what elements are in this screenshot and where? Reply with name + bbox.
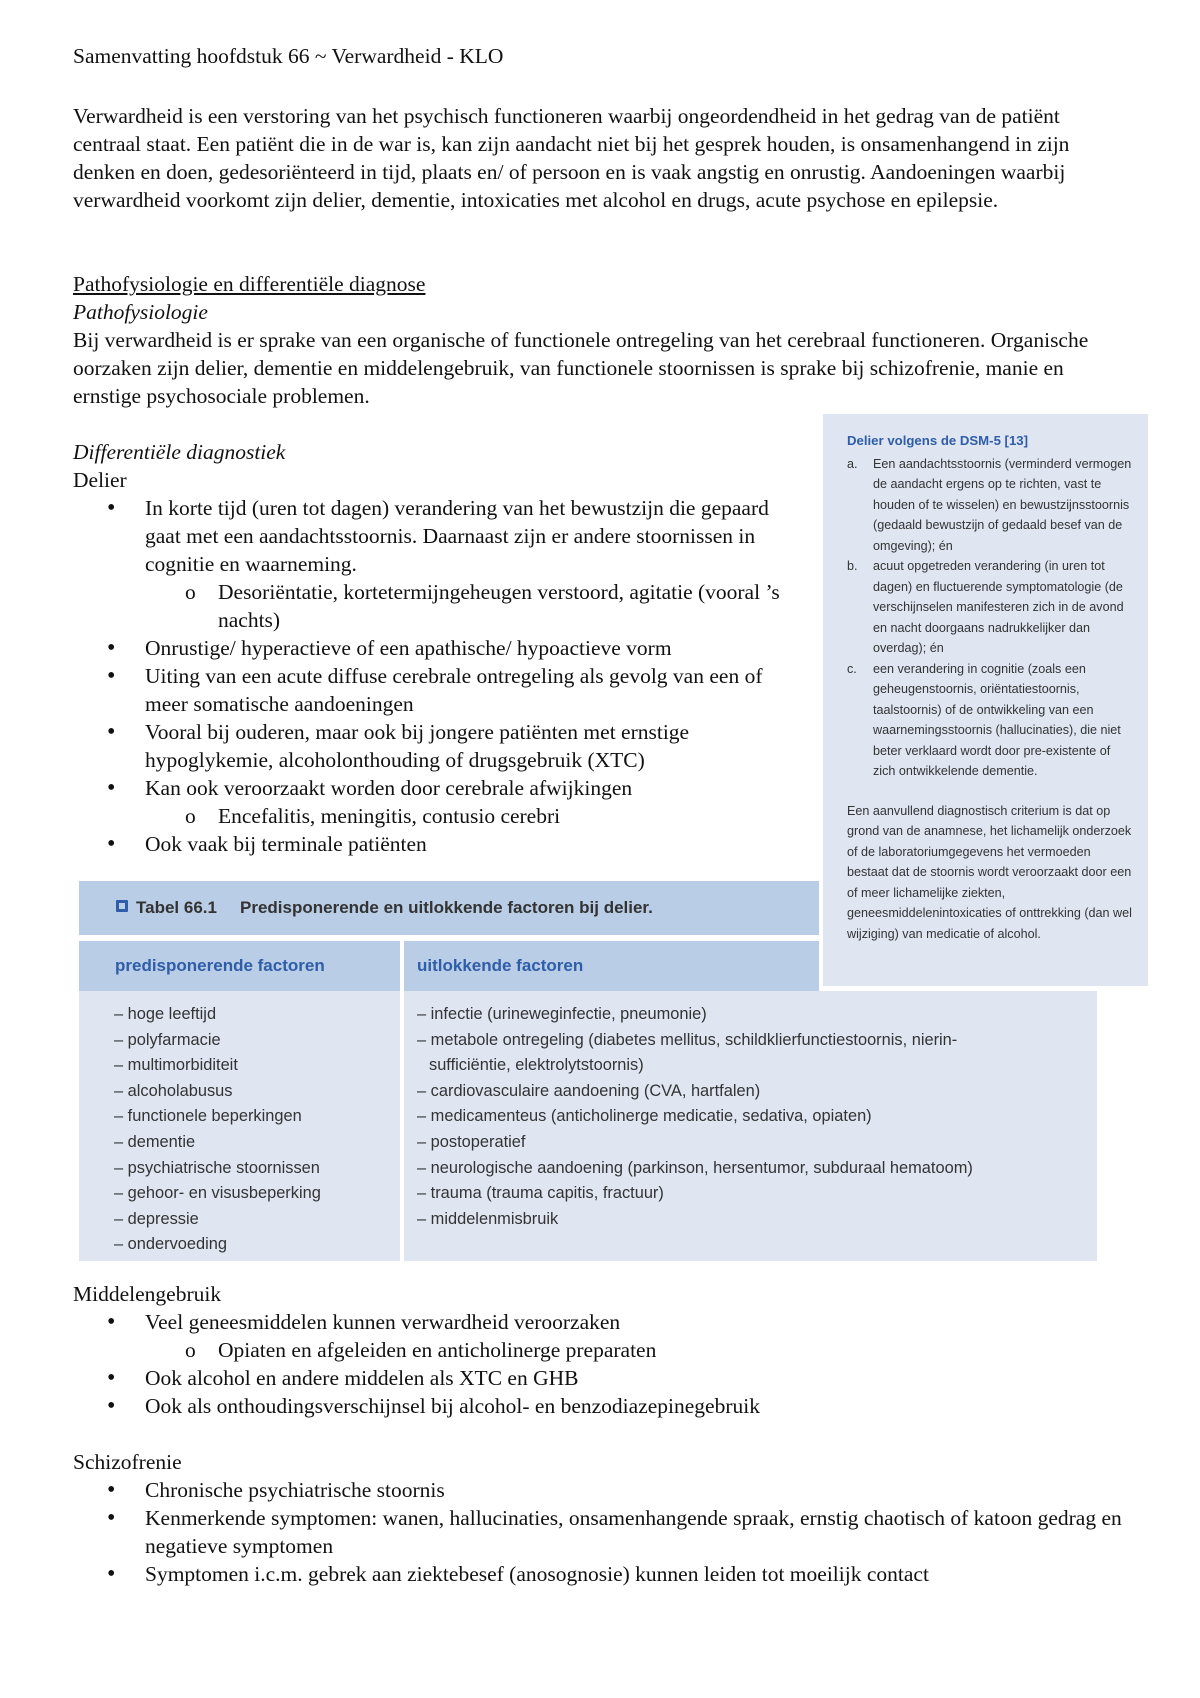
- table-column-predisponerend: [79, 991, 400, 1261]
- table-square-icon: [116, 900, 128, 912]
- middelen-list: [73, 1308, 1133, 1420]
- subheading-differentiele-diagnostiek: Differentiële diagnostiek: [73, 440, 286, 464]
- list-item: • Ook als onthoudingsverschijnsel bij alcohol- en benzodiazepinegebruik: [73, 1392, 1133, 1420]
- schizofrenie-heading: Schizofrenie: [73, 1450, 182, 1474]
- middelengebruik-heading: Middelengebruik: [73, 1282, 222, 1306]
- list-item: • Kan ook veroorzaakt worden door cerebrale afwijkingen: [73, 774, 793, 802]
- list-item: • In korte tijd (uren tot dagen) verandering van het bewustzijn die gepaard gaat met een aandachtsstoornis. Daarnaast zijn er andere stoornissen in cognitie en waarneming.: [73, 494, 793, 578]
- table-cell: – multimorbiditeit: [114, 1056, 238, 1075]
- list-item: • Veel geneesmiddelen kunnen verwardheid veroorzaken: [73, 1308, 1133, 1336]
- table-cell: – ondervoeding: [114, 1235, 228, 1254]
- table-cell: – metabole ontregeling (diabetes mellitus, schildklierfunctiestoornis, nierin-: [417, 1030, 958, 1049]
- table-cell: – depressie: [114, 1209, 199, 1228]
- table-cell: – middelenmisbruik: [417, 1209, 559, 1228]
- list-item: • Kenmerkende symptomen: wanen, hallucinaties, onsamenhangende spraak, ernstig chaotisch of katoon gedrag en negatieve symptomen: [73, 1504, 1133, 1560]
- list-subitem: o Desoriëntatie, kortetermijngeheugen verstoord, agitatie (vooral ’s nachts): [73, 578, 793, 634]
- table-cell: sufficiëntie, elektrolytstoornis): [429, 1056, 644, 1075]
- table-header-uitlokkend: uitlokkende factoren: [404, 941, 819, 991]
- patho-paragraph: Bij verwardheid is er sprake van een organische of functionele ontregeling van het cerebraal functioneren. Organische oorzaken zijn delier, dementie en middelengebruik, van functionele stoornissen is sprake bij schizofrenie, manie en ernstige psychosociale problemen.: [73, 328, 1089, 408]
- dsm5-box-title: Delier volgens de DSM-5 [13]: [847, 433, 1029, 448]
- list-item: • Symptomen i.c.m. gebrek aan ziektebesef (anosognosie) kunnen leiden tot moeilijk contact: [73, 1560, 1133, 1588]
- table-cell: – polyfarmacie: [114, 1030, 221, 1049]
- table-cell: – postoperatief: [417, 1132, 526, 1151]
- table-cell: – cardiovasculaire aandoening (CVA, hartfalen): [417, 1081, 761, 1100]
- delier-heading: Delier: [73, 468, 127, 492]
- table-cell: – psychiatrische stoornissen: [114, 1158, 320, 1177]
- table-caption-text: Predisponerende en uitlokkende factoren bij delier.: [240, 898, 653, 917]
- dsm5-criterion-a: a. Een aandachtsstoornis (verminderd vermogen de aandacht ergens op te richten, vast te houden of te wisselen) en bewustzijnsstoornis (gedaald bewustzijn of gedaald besef van de omgeving); én: [847, 456, 1132, 553]
- table-cell: – gehoor- en visusbeperking: [114, 1184, 321, 1203]
- table-cell: – alcoholabusus: [114, 1081, 233, 1100]
- table-caption: [79, 881, 819, 935]
- list-item: • Vooral bij ouderen, maar ook bij jongere patiënten met ernstige hypoglykemie, alcoholonthouding of drugsgebruik (XTC): [73, 718, 793, 774]
- table-cell: – dementie: [114, 1132, 196, 1151]
- list-item: • Onrustige/ hyperactieve of een apathische/ hypoactieve vorm: [73, 634, 793, 662]
- delier-list: [73, 494, 793, 858]
- section-heading-patho: Pathofysiologie en differentiële diagnose: [73, 272, 426, 296]
- table-number: Tabel 66.1: [136, 898, 217, 917]
- schizo-list: [73, 1476, 1133, 1588]
- table-cell: – hoge leeftijd: [114, 1005, 217, 1023]
- table-cell: – functionele beperkingen: [114, 1107, 302, 1126]
- table-66-1: [79, 881, 1097, 1261]
- dsm5-criterion-b: b. acuut opgetreden verandering (in uren tot dagen) en fluctuerende symptomatologie (de verschijnselen manifesteren zich in de avond en nacht doorgaans nadrukkelijker dan overdag); én: [847, 559, 1124, 655]
- table-column-uitlokkend: [404, 991, 1097, 1261]
- table-cell: – trauma (trauma capitis, fractuur): [417, 1184, 664, 1203]
- list-item: • Uiting van een acute diffuse cerebrale ontregeling als gevolg van een of meer somatische aandoeningen: [73, 662, 793, 718]
- list-subitem: o Opiaten en afgeleiden en anticholinerge preparaten: [73, 1336, 1133, 1364]
- subheading-pathofysiologie: Pathofysiologie: [73, 300, 208, 324]
- list-item: • Ook alcohol en andere middelen als XTC en GHB: [73, 1364, 1133, 1392]
- page-title: Samenvatting hoofdstuk 66 ~ Verwardheid - KLO: [73, 44, 504, 68]
- list-subitem: o Encefalitis, meningitis, contusio cerebri: [73, 802, 793, 830]
- intro-paragraph: Verwardheid is een verstoring van het psychisch functioneren waarbij ongeordendheid in het gedrag van de patiënt centraal staat. Een patiënt die in de war is, kan zijn aandacht niet bij het gesprek houden, is onsamenhangend in zijn denken en doen, gedesoriënteerd in tijd, plaats en/ of persoon en is vaak angstig en onrustig. Aandoeningen waarbij verwardheid voorkomt zijn delier, dementie, intoxicaties met alcohol en drugs, acute psychose en epilepsie.: [73, 104, 1070, 212]
- dsm5-extra-criterion: Een aanvullend diagnostisch criterium is dat op grond van de anamnese, het lichamelijk onderzoek of de laboratoriumgegevens het vermoeden bestaat dat de stoornis wordt veroorzaakt door een of meer lichamelijke ziekten, geneesmiddelenintoxicaties of onttrekking (dan wel wijziging) van medicatie of alcohol.: [847, 803, 1132, 941]
- table-header-predisponerend: predisponerende factoren: [79, 941, 400, 991]
- list-item: • Chronische psychiatrische stoornis: [73, 1476, 1133, 1504]
- table-cell: – medicamenteus (anticholinerge medicatie, sedativa, opiaten): [417, 1107, 872, 1126]
- list-item: • Ook vaak bij terminale patiënten: [73, 830, 793, 858]
- table-cell: – neurologische aandoening (parkinson, hersentumor, subduraal hematoom): [417, 1158, 973, 1177]
- table-cell: – infectie (urineweginfectie, pneumonie): [417, 1005, 707, 1023]
- dsm5-criterion-c: c. een verandering in cognitie (zoals een geheugenstoornis, oriëntatiestoornis, taalstoornis) of de ontwikkeling van een waarnemingsstoornis (hallucinaties), die niet beter verklaard wordt door pre-existente of zich ontwikkelende dementie.: [847, 661, 1121, 778]
